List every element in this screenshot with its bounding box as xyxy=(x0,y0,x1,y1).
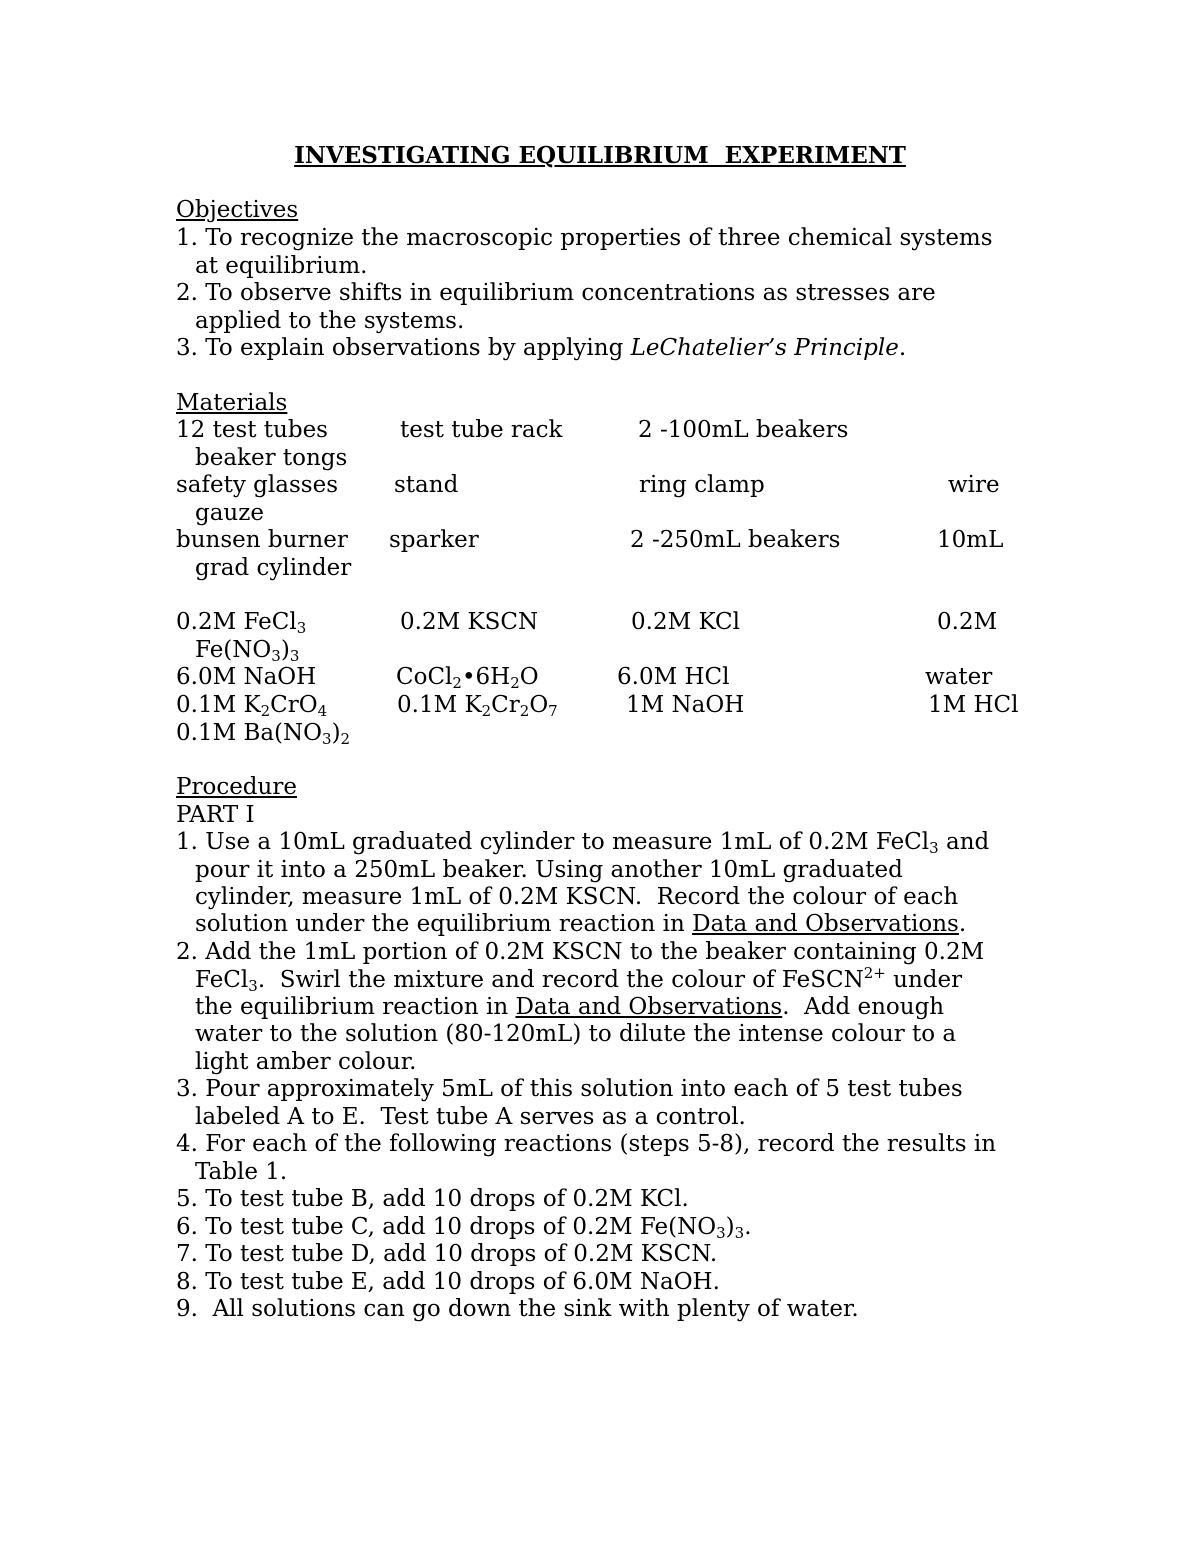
data-observations-link[interactable]: Data and Observations xyxy=(515,994,783,1020)
procedure-step-1-cont: pour it into a 250mL beaker. Using another 10mL graduated xyxy=(195,857,903,883)
objective-1-cont: at equilibrium. xyxy=(195,253,368,279)
procedure-step-7: 7. To test tube D, add 10 drops of 0.2M KSCN. xyxy=(176,1241,718,1267)
objectives-heading: Objectives xyxy=(176,197,299,223)
procedure-step-3-cont: labeled A to E. Test tube A serves as a control. xyxy=(195,1104,746,1130)
chemical-feno3-cont: $Fe(NO_3)_3$ xyxy=(195,637,300,665)
chemical-hcl-6m: 6.0M HCl xyxy=(617,664,730,690)
objective-2: 2. To observe shifts in equilibrium concentrations as stresses are xyxy=(176,280,936,306)
page-title: INVESTIGATING EQUILIBRIUM EXPERIMENT xyxy=(294,142,906,169)
chemical-kcl: 0.2M KCl xyxy=(631,609,740,635)
chemical-hcl-1m: 1M HCl xyxy=(928,692,1019,718)
chemical-bano3: 0.1M $Ba(NO_3)_2$ xyxy=(176,720,351,748)
chemical-k2cro4: 0.1M $K_2CrO_4$ xyxy=(176,692,328,720)
material-item: test tube rack xyxy=(400,417,563,443)
materials-heading: Materials xyxy=(176,390,288,416)
procedure-step-8: 8. To test tube E, add 10 drops of 6.0M NaOH. xyxy=(176,1269,720,1295)
procedure-step-5: 5. To test tube B, add 10 drops of 0.2M KCl. xyxy=(176,1186,689,1212)
chemical-k2cr2o7: 0.1M $K_2Cr_2O_7$ xyxy=(397,692,558,720)
material-item: 10mL xyxy=(937,527,1004,553)
material-item: 2 -100mL beakers xyxy=(638,417,849,443)
objective-3: 3. To explain observations by applying LeChatelier’s Principle. xyxy=(176,335,907,361)
material-item: ring clamp xyxy=(639,472,765,498)
material-item: bunsen burner xyxy=(176,527,348,553)
objective-2-cont: applied to the systems. xyxy=(195,308,465,334)
chemical-cocl2: $CoCl_2•6H_2O$ xyxy=(396,664,539,692)
procedure-step-2-cont: the equilibrium reaction in Data and Observations. Add enough xyxy=(195,994,945,1020)
material-item: grad cylinder xyxy=(195,555,352,581)
material-item: safety glasses xyxy=(176,472,338,498)
chemical-water: water xyxy=(925,664,993,690)
procedure-step-1-cont: solution under the equilibrium reaction in Data and Observations. xyxy=(195,911,967,937)
chemical-naoh-6m: 6.0M NaOH xyxy=(176,664,317,690)
procedure-step-2-cont: water to the solution (80-120mL) to dilute the intense colour to a xyxy=(195,1021,957,1047)
material-item: 12 test tubes xyxy=(176,417,328,443)
material-item: stand xyxy=(394,472,459,498)
chemical-fecl3: 0.2M FeCl$_3$ xyxy=(176,609,307,637)
procedure-heading: Procedure xyxy=(176,774,297,800)
data-observations-link[interactable]: Data and Observations xyxy=(692,911,959,937)
procedure-step-1-cont: cylinder, measure 1mL of 0.2M KSCN. Record the colour of each xyxy=(195,884,959,910)
material-item: beaker tongs xyxy=(195,445,348,471)
procedure-step-4: 4. For each of the following reactions (steps 5-8), record the results in xyxy=(176,1131,997,1157)
procedure-step-4-cont: Table 1. xyxy=(195,1159,288,1185)
material-item: gauze xyxy=(195,500,264,526)
procedure-part: PART I xyxy=(176,802,255,828)
procedure-step-1: 1. Use a 10mL graduated cylinder to measure 1mL of 0.2M FeCl$_3$ and xyxy=(176,829,990,857)
procedure-step-9: 9. All solutions can go down the sink with plenty of water. xyxy=(176,1296,859,1322)
objective-1: 1. To recognize the macroscopic properties of three chemical systems xyxy=(176,225,993,251)
procedure-step-2: 2. Add the 1mL portion of 0.2M KSCN to the beaker containing 0.2M xyxy=(176,939,985,965)
chemical-feno3: 0.2M xyxy=(937,609,998,635)
procedure-step-3: 3. Pour approximately 5mL of this solution into each of 5 test tubes xyxy=(176,1076,963,1102)
procedure-step-2-cont: FeCl$_3$. Swirl the mixture and record the colour of FeSCN$^{2+}$ under xyxy=(195,964,963,995)
procedure-step-2-cont: light amber colour. xyxy=(195,1049,417,1075)
procedure-step-6: 6. To test tube C, add 10 drops of 0.2M $Fe(NO_3)_3$. xyxy=(176,1214,752,1242)
material-item: 2 -250mL beakers xyxy=(630,527,841,553)
chemical-kscn: 0.2M KSCN xyxy=(400,609,539,635)
chemical-naoh-1m: 1M NaOH xyxy=(626,692,745,718)
material-item: wire xyxy=(948,472,1000,498)
material-item: sparker xyxy=(389,527,479,553)
